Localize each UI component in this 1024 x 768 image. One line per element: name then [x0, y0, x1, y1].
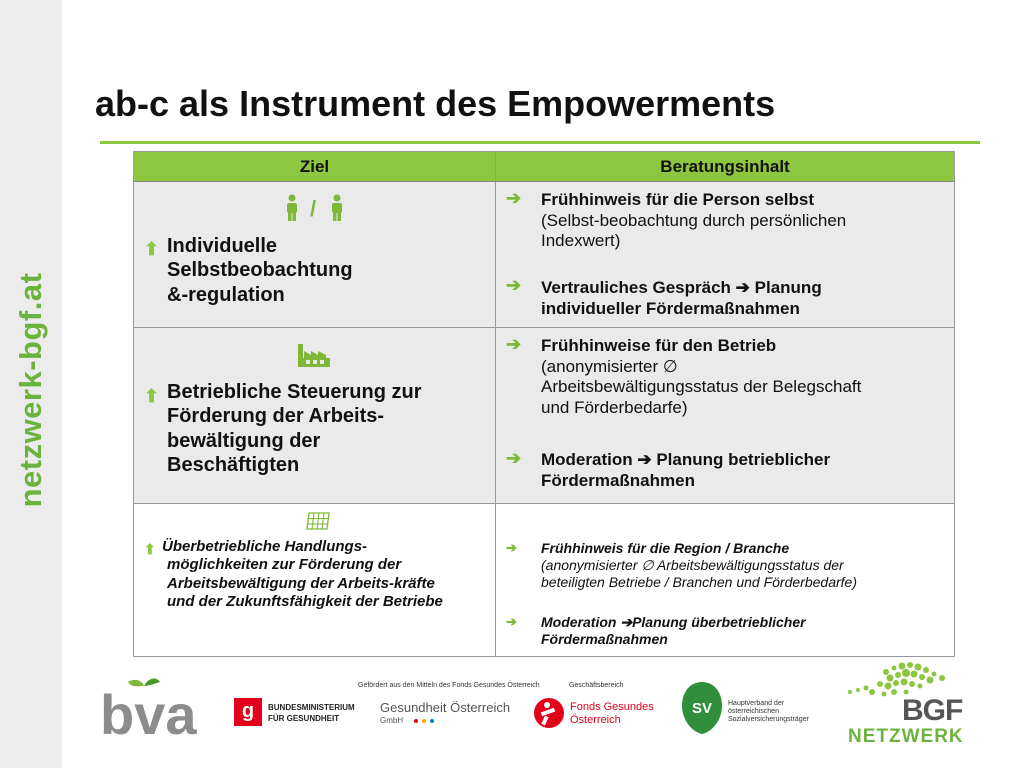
content-detail: (anonymisierter ∅: [541, 356, 678, 376]
arrow-up-icon: ⬆: [144, 239, 160, 259]
bva-logo: [98, 676, 208, 738]
header-beratungsinhalt: Beratungsinhalt: [660, 156, 790, 176]
person-pair-icon: [282, 194, 352, 227]
arrow-right-icon: ➔: [506, 540, 517, 555]
content-detail: (Selbst-beobachtung durch persönlichen: [541, 210, 847, 230]
arrow-right-icon: ➔: [735, 278, 750, 297]
content-detail: und Förderbedarfe): [541, 398, 688, 418]
goe-logo: Gesundheit Österreich GmbH: [380, 700, 511, 725]
arrow-up-icon: ⬆: [144, 386, 160, 406]
hv-line1: Hauptverband der: [728, 700, 785, 707]
hv-line3: Sozialversicherungsträger: [728, 716, 809, 723]
arrow-right-icon: ➔: [506, 334, 522, 354]
logo-footer: [0, 660, 1024, 768]
table-header-row: [134, 152, 954, 182]
goal-cell: [134, 328, 496, 503]
region-grid-icon: [306, 512, 330, 535]
arrow-right-icon: ➔: [506, 275, 522, 295]
content-detail: (anonymisierter ∅ Arbeitsbewältigungsstatus der: [541, 556, 844, 573]
goal-cell: [134, 182, 496, 327]
ministry-logo: g BUNDESMINISTERIUM FÜR GESUNDHEIT: [234, 698, 364, 728]
arrow-up-icon: ⬆: [144, 541, 156, 557]
sv-logo: [680, 680, 724, 736]
content-cell: ➔ Frühhinweis für die Region / Branche (anonymisierter ∅ Arbeitsbewältigungsstatus der beteiligten Betriebe / Branchen und Förderbedarfe) ➔ Moderation ➔Planung überbetrieblicher Fördermaßnahmen: [506, 540, 857, 647]
content-heading: Frühhinweis für die Person selbst: [541, 190, 814, 209]
table-row: [134, 182, 954, 328]
funded-caption: Gefördert aus den Mitteln des Fonds Gesundes Österreich: [358, 682, 540, 689]
arrow-right-icon: ➔: [506, 448, 522, 468]
goal-text: Überbetriebliche Handlungs- möglichkeiten zur Förderung der Arbeitsbewältigung der Arbeits-kräfte und der Zukunftsfähigkeit der Betriebe: [162, 538, 443, 610]
content-heading: Moderation: [541, 614, 621, 630]
table-row: [134, 328, 954, 504]
icon-separator: /: [310, 196, 317, 221]
side-label: netzwerk-bgf.at: [13, 272, 48, 508]
content-table: [133, 151, 955, 657]
hv-line2: österreichischen: [728, 708, 779, 715]
arrow-right-icon: ➔: [620, 614, 633, 630]
content-detail: Indexwert): [541, 231, 621, 251]
bgf-netzwerk-logo: BGF NETZWERK: [846, 660, 976, 750]
content-heading: Moderation: [541, 450, 633, 469]
factory-icon: [296, 340, 332, 373]
arrow-right-icon: ➔: [506, 614, 517, 629]
arrow-right-icon: ➔: [506, 188, 522, 208]
table-row: [134, 504, 954, 656]
content-heading: Frühhinweise für den Betrieb: [541, 336, 777, 355]
goal-text: Betriebliche Steuerung zur Förderung der Arbeits- bewältigung der Beschäftigten: [167, 381, 422, 477]
page-title: ab-c als Instrument des Empowerments: [95, 83, 776, 124]
content-detail: Arbeitsbewältigungsstatus der Belegschaft: [541, 377, 862, 397]
content-cell: ➔ Frühhinweise für den Betrieb (anonymisierter ∅ Arbeitsbewältigungsstatus der Belegschaft und Förderbedarfe) ➔ Moderation ➔ Planung betrieblicher Fördermaßnahmen: [506, 334, 862, 490]
fgoe-logo: Fonds Gesundes Österreich: [534, 698, 664, 732]
office-caption: Geschäftsbereich: [569, 682, 624, 689]
svg-text:bva: bva: [100, 683, 197, 738]
content-cell: ➔ Frühhinweis für die Person selbst (Selbst-beobachtung durch persönlichen Indexwert) ➔ Vertrauliches Gespräch ➔ Planung individueller Fördermaßnahmen: [506, 188, 847, 318]
content-heading: Frühhinweis für die Region / Branche: [541, 540, 790, 556]
arrow-right-icon: ➔: [637, 450, 652, 469]
content-heading: Vertrauliches Gespräch: [541, 278, 731, 297]
goal-cell: [134, 504, 496, 656]
header-ziel: Ziel: [134, 152, 496, 181]
svg-text:SV: SV: [691, 700, 713, 717]
content-detail: beteiligten Betriebe / Branchen und Förderbedarfe): [541, 573, 857, 590]
goal-text: Individuelle Selbstbeobachtung &-regulation: [167, 235, 353, 306]
title-divider: [100, 141, 980, 144]
